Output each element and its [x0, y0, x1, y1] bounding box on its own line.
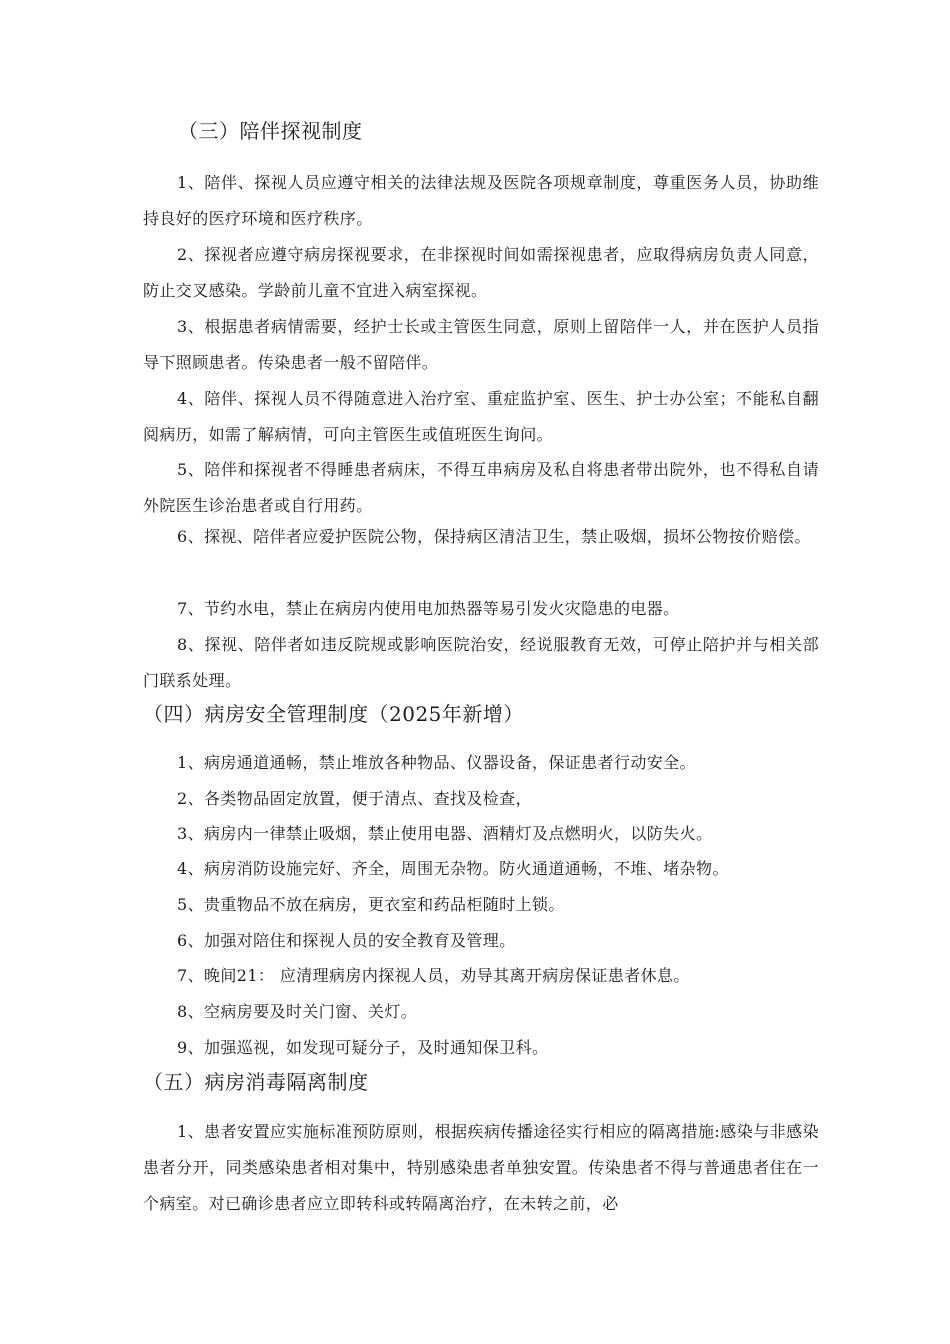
section-heading-4: （四）病房安全管理制度（2025年新增）	[143, 702, 524, 726]
section-4-item-9: 9、加强巡视，如发现可疑分子，及时通知保卫科。	[177, 1038, 549, 1057]
section-3-item-5: 5、陪伴和探视者不得睡患者病床，不得互串病房及私自将患者带出院外，也不得私自请外院医生诊治患者或自行用药。	[143, 460, 819, 515]
section-5-item-1: 1、患者安置应实施标准预防原则，根据疾病传播途径实行相应的隔离措施:感染与非感染患者分开，同类感染患者相对集中，特别感染患者单独安置。传染患者不得与普通患者住在一个病室。对已确诊患者应立即转科或转隔离治疗，在未转之前，必	[143, 1122, 819, 1213]
section-3-item-4: 4、陪伴、探视人员不得随意进入治疗室、重症监护室、医生、护士办公室；不能私自翻阅病历，如需了解病情，可向主管医生或值班医生询问。	[143, 389, 819, 444]
section-4-item-6: 6、加强对陪住和探视人员的安全教育及管理。	[177, 931, 516, 950]
section-heading-5: （五）病房消毒隔离制度	[143, 1070, 369, 1094]
section-4-item-2: 2、各类物品固定放置，便于清点、查找及检查，	[177, 789, 532, 808]
section-4-item-5: 5、贵重物品不放在病房，更衣室和药品柜随时上锁。	[177, 895, 565, 914]
section-3-item-6: 6、探视、陪伴者应爱护医院公物，保持病区清洁卫生，禁止吸烟，损坏公物按价赔偿。	[177, 527, 811, 546]
section-heading-3: （三）陪伴探视制度	[178, 119, 363, 143]
section-3-item-1: 1、陪伴、探视人员应遵守相关的法律法规及医院各项规章制度，尊重医务人员，协助维持良好的医疗环境和医疗秩序。	[143, 173, 819, 228]
section-3-item-3: 3、根据患者病情需要，经护士长或主管医生同意，原则上留陪伴一人，并在医护人员指导下照顾患者。传染患者一般不留陪伴。	[143, 317, 819, 372]
section-3-item-8: 8、探视、陪伴者如违反院规或影响医院治安，经说服教育无效，可停止陪护并与相关部门联系处理。	[143, 635, 819, 690]
section-4-item-7: 7、晚间21： 应清理病房内探视人员，劝导其离开病房保证患者休息。	[177, 966, 690, 985]
section-4-item-8: 8、空病房要及时关门窗、关灯。	[177, 1002, 418, 1021]
section-4-item-1: 1、病房通道通畅，禁止堆放各种物品、仪器设备，保证患者行动安全。	[177, 753, 696, 772]
section-3-item-7: 7、节约水电，禁止在病房内使用电加热器等易引发火灾隐患的电器。	[177, 599, 680, 618]
section-4-item-3: 3、病房内一律禁止吸烟，禁止使用电器、酒精灯及点燃明火，以防失火。	[177, 824, 713, 843]
section-4-item-4: 4、病房消防设施完好、齐全，周围无杂物。防火通道通畅，不堆、堵杂物。	[177, 859, 729, 878]
section-3-item-2: 2、探视者应遵守病房探视要求，在非探视时间如需探视患者，应取得病房负责人同意，防止交叉感染。学龄前儿童不宜进入病室探视。	[143, 245, 819, 300]
